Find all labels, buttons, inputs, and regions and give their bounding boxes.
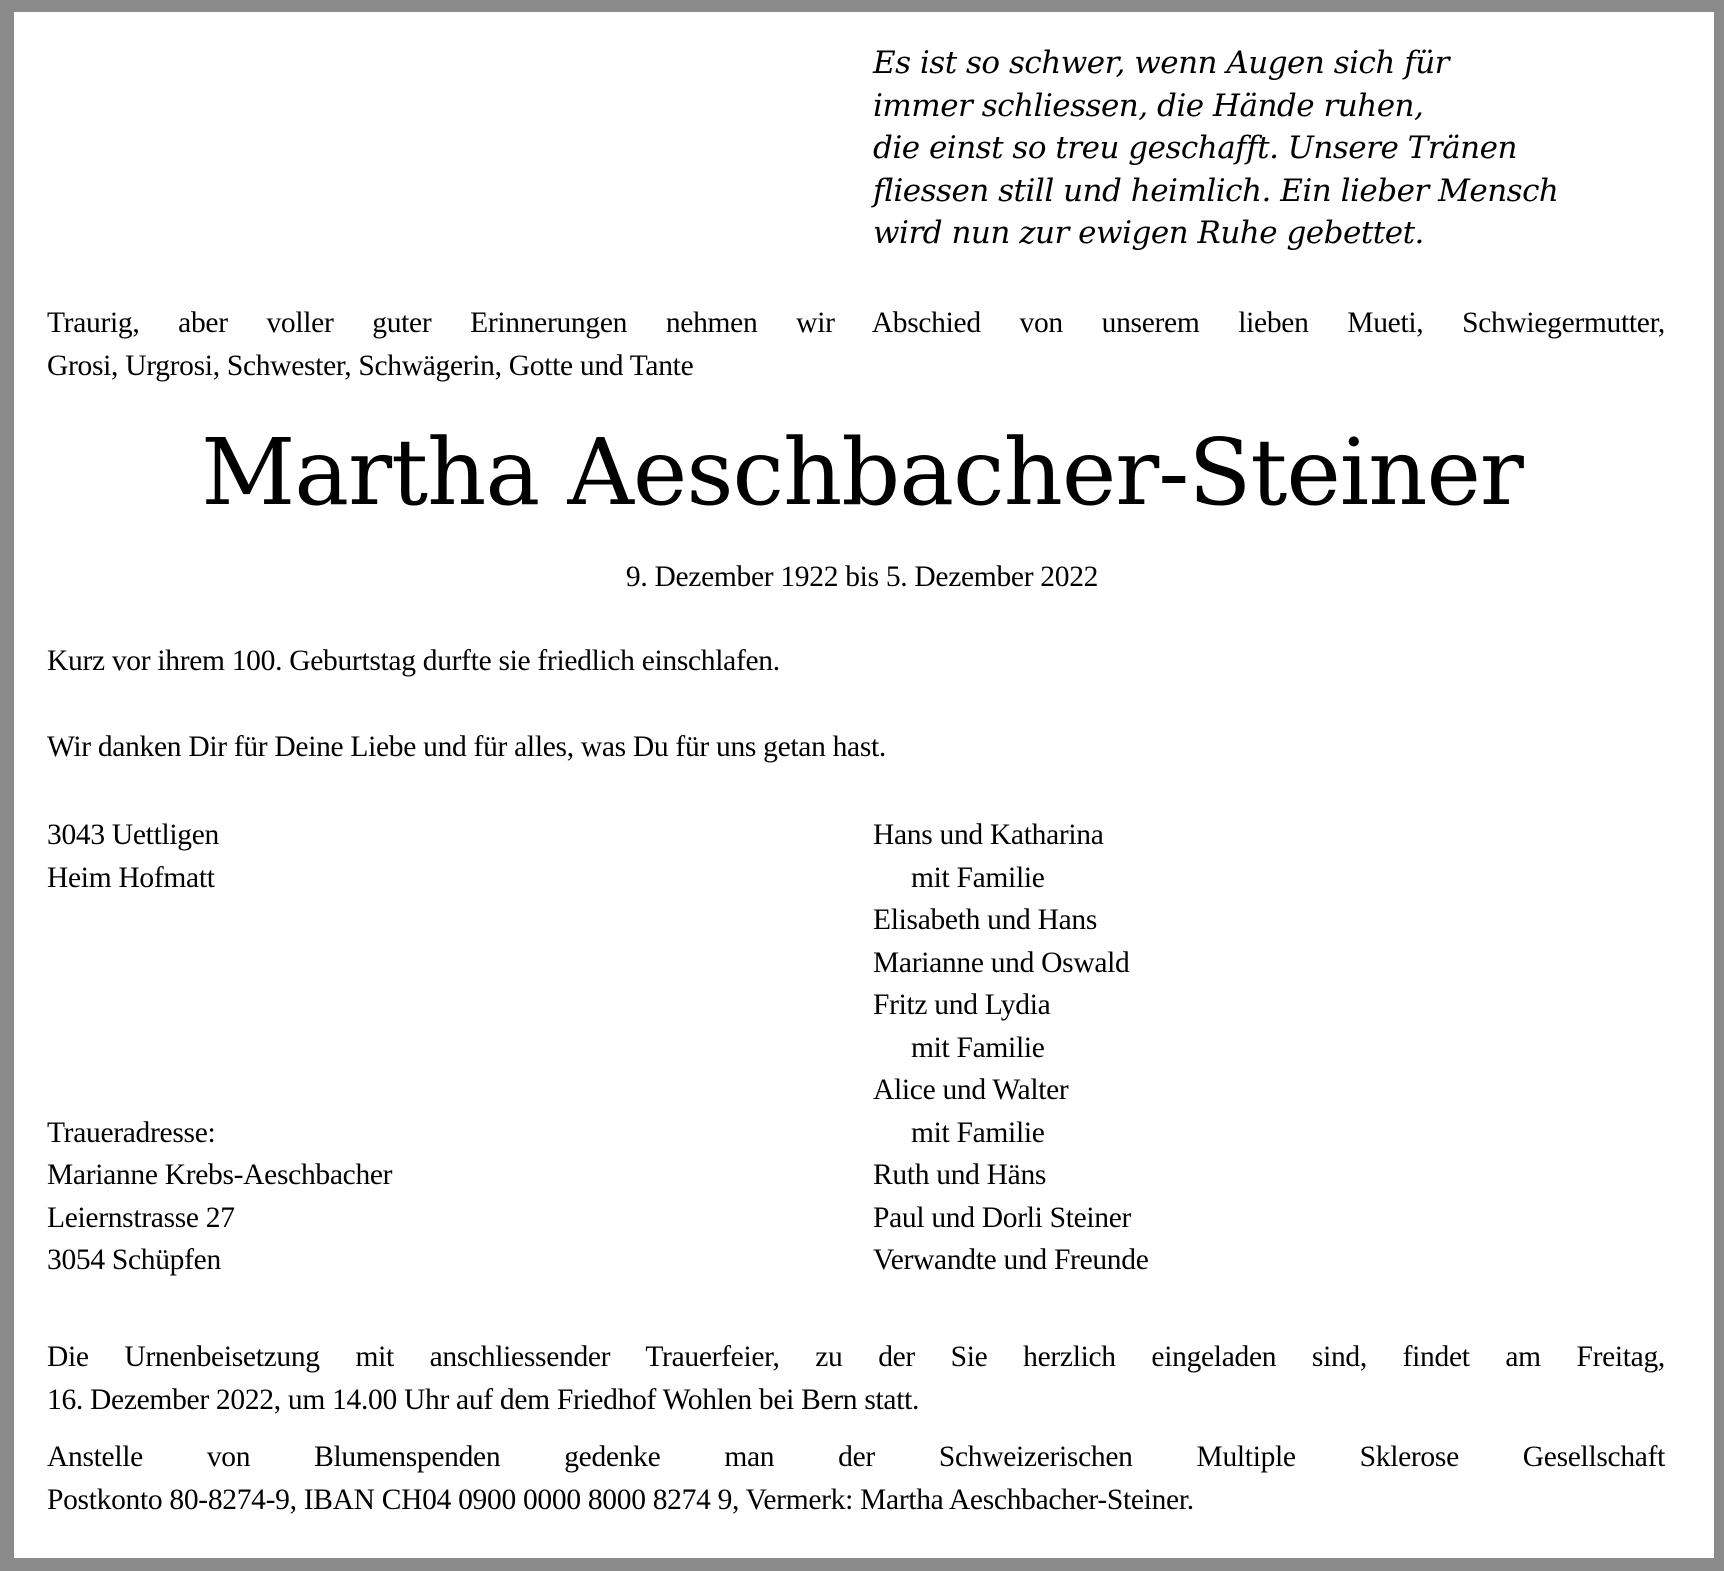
- family-member: mit Familie: [911, 1116, 1045, 1149]
- ceremony-text: [47, 1336, 1665, 1421]
- mourning-address-city: 3054 Schüpfen: [47, 1244, 221, 1276]
- family-member: Alice und Walter: [873, 1074, 1069, 1106]
- family-member: Marianne und Oswald: [873, 946, 1130, 979]
- poem-line: die einst so treu geschafft. Unsere Tränen: [873, 130, 1517, 166]
- spacer: [47, 899, 392, 942]
- poem-line: fliessen still und heimlich. Ein lieber Mensch: [873, 172, 1559, 209]
- intro-line: Grosi, Urgrosi, Schwester, Schwägerin, Gotte und Tante: [47, 349, 694, 382]
- family-member: Fritz und Lydia: [873, 989, 1051, 1021]
- family-member: Paul und Dorli Steiner: [873, 1201, 1132, 1234]
- deceased-name: Martha Aeschbacher-Steiner: [201, 419, 1523, 526]
- family-member: Verwandte und Freunde: [873, 1244, 1149, 1276]
- poem-line: wird nun zur ewigen Ruhe gebettet.: [873, 215, 1424, 251]
- intro-line: Traurig, aber voller guter Erinnerungen nehmen wir Abschied von unserem lieben Mueti, Schwiegermutter,: [47, 307, 1665, 339]
- paragraph-passing: Kurz vor ihrem 100. Geburtstag durfte sie friedlich einschlafen.: [47, 645, 780, 677]
- spacer: [47, 984, 392, 1027]
- family-column: [873, 814, 1149, 1282]
- poem-line: immer schliessen, die Hände ruhen,: [873, 87, 1424, 124]
- residence-line: Heim Hofmatt: [47, 861, 215, 894]
- life-dates: 9. Dezember 1922 bis 5. Dezember 2022: [625, 561, 1099, 593]
- family-member: mit Familie: [911, 1031, 1045, 1064]
- ceremony-line: 16. Dezember 2022, um 14.00 Uhr auf dem Friedhof Wohlen bei Bern statt.: [47, 1383, 920, 1416]
- mourning-address-name: Marianne Krebs-Aeschbacher: [47, 1159, 393, 1191]
- paragraph-thanks: Wir danken Dir für Deine Liebe und für alles, was Du für uns getan hast.: [47, 731, 886, 763]
- spacer: [47, 1069, 392, 1112]
- poem: [873, 42, 1558, 255]
- donation-line: Postkonto 80-8274-9, IBAN CH04 0900 0000 8000 8274 9, Vermerk: Martha Aeschbacher-Steiner.: [47, 1483, 1194, 1516]
- family-member: Ruth und Häns: [873, 1159, 1047, 1191]
- mourning-address-street: Leiernstrasse 27: [47, 1201, 235, 1234]
- mourning-address-label: Traueradresse:: [47, 1116, 216, 1149]
- family-member: Elisabeth und Hans: [873, 904, 1098, 936]
- family-member: Hans und Katharina: [873, 819, 1104, 851]
- spacer: [47, 942, 392, 985]
- intro-text: [47, 302, 1665, 387]
- address-column: [47, 814, 392, 1282]
- ceremony-line: Die Urnenbeisetzung mit anschliessender Trauerfeier, zu der Sie herzlich eingeladen sind, findet am Freitag,: [47, 1341, 1665, 1373]
- residence-line: 3043 Uettligen: [47, 819, 219, 851]
- donation-text: [47, 1436, 1665, 1521]
- donation-line: Anstelle von Blumenspenden gedenke man der Schweizerischen Multiple Sklerose Gesellschaft: [47, 1441, 1665, 1473]
- poem-line: Es ist so schwer, wenn Augen sich für: [873, 45, 1449, 81]
- spacer: [47, 1027, 392, 1070]
- family-member: mit Familie: [911, 861, 1045, 894]
